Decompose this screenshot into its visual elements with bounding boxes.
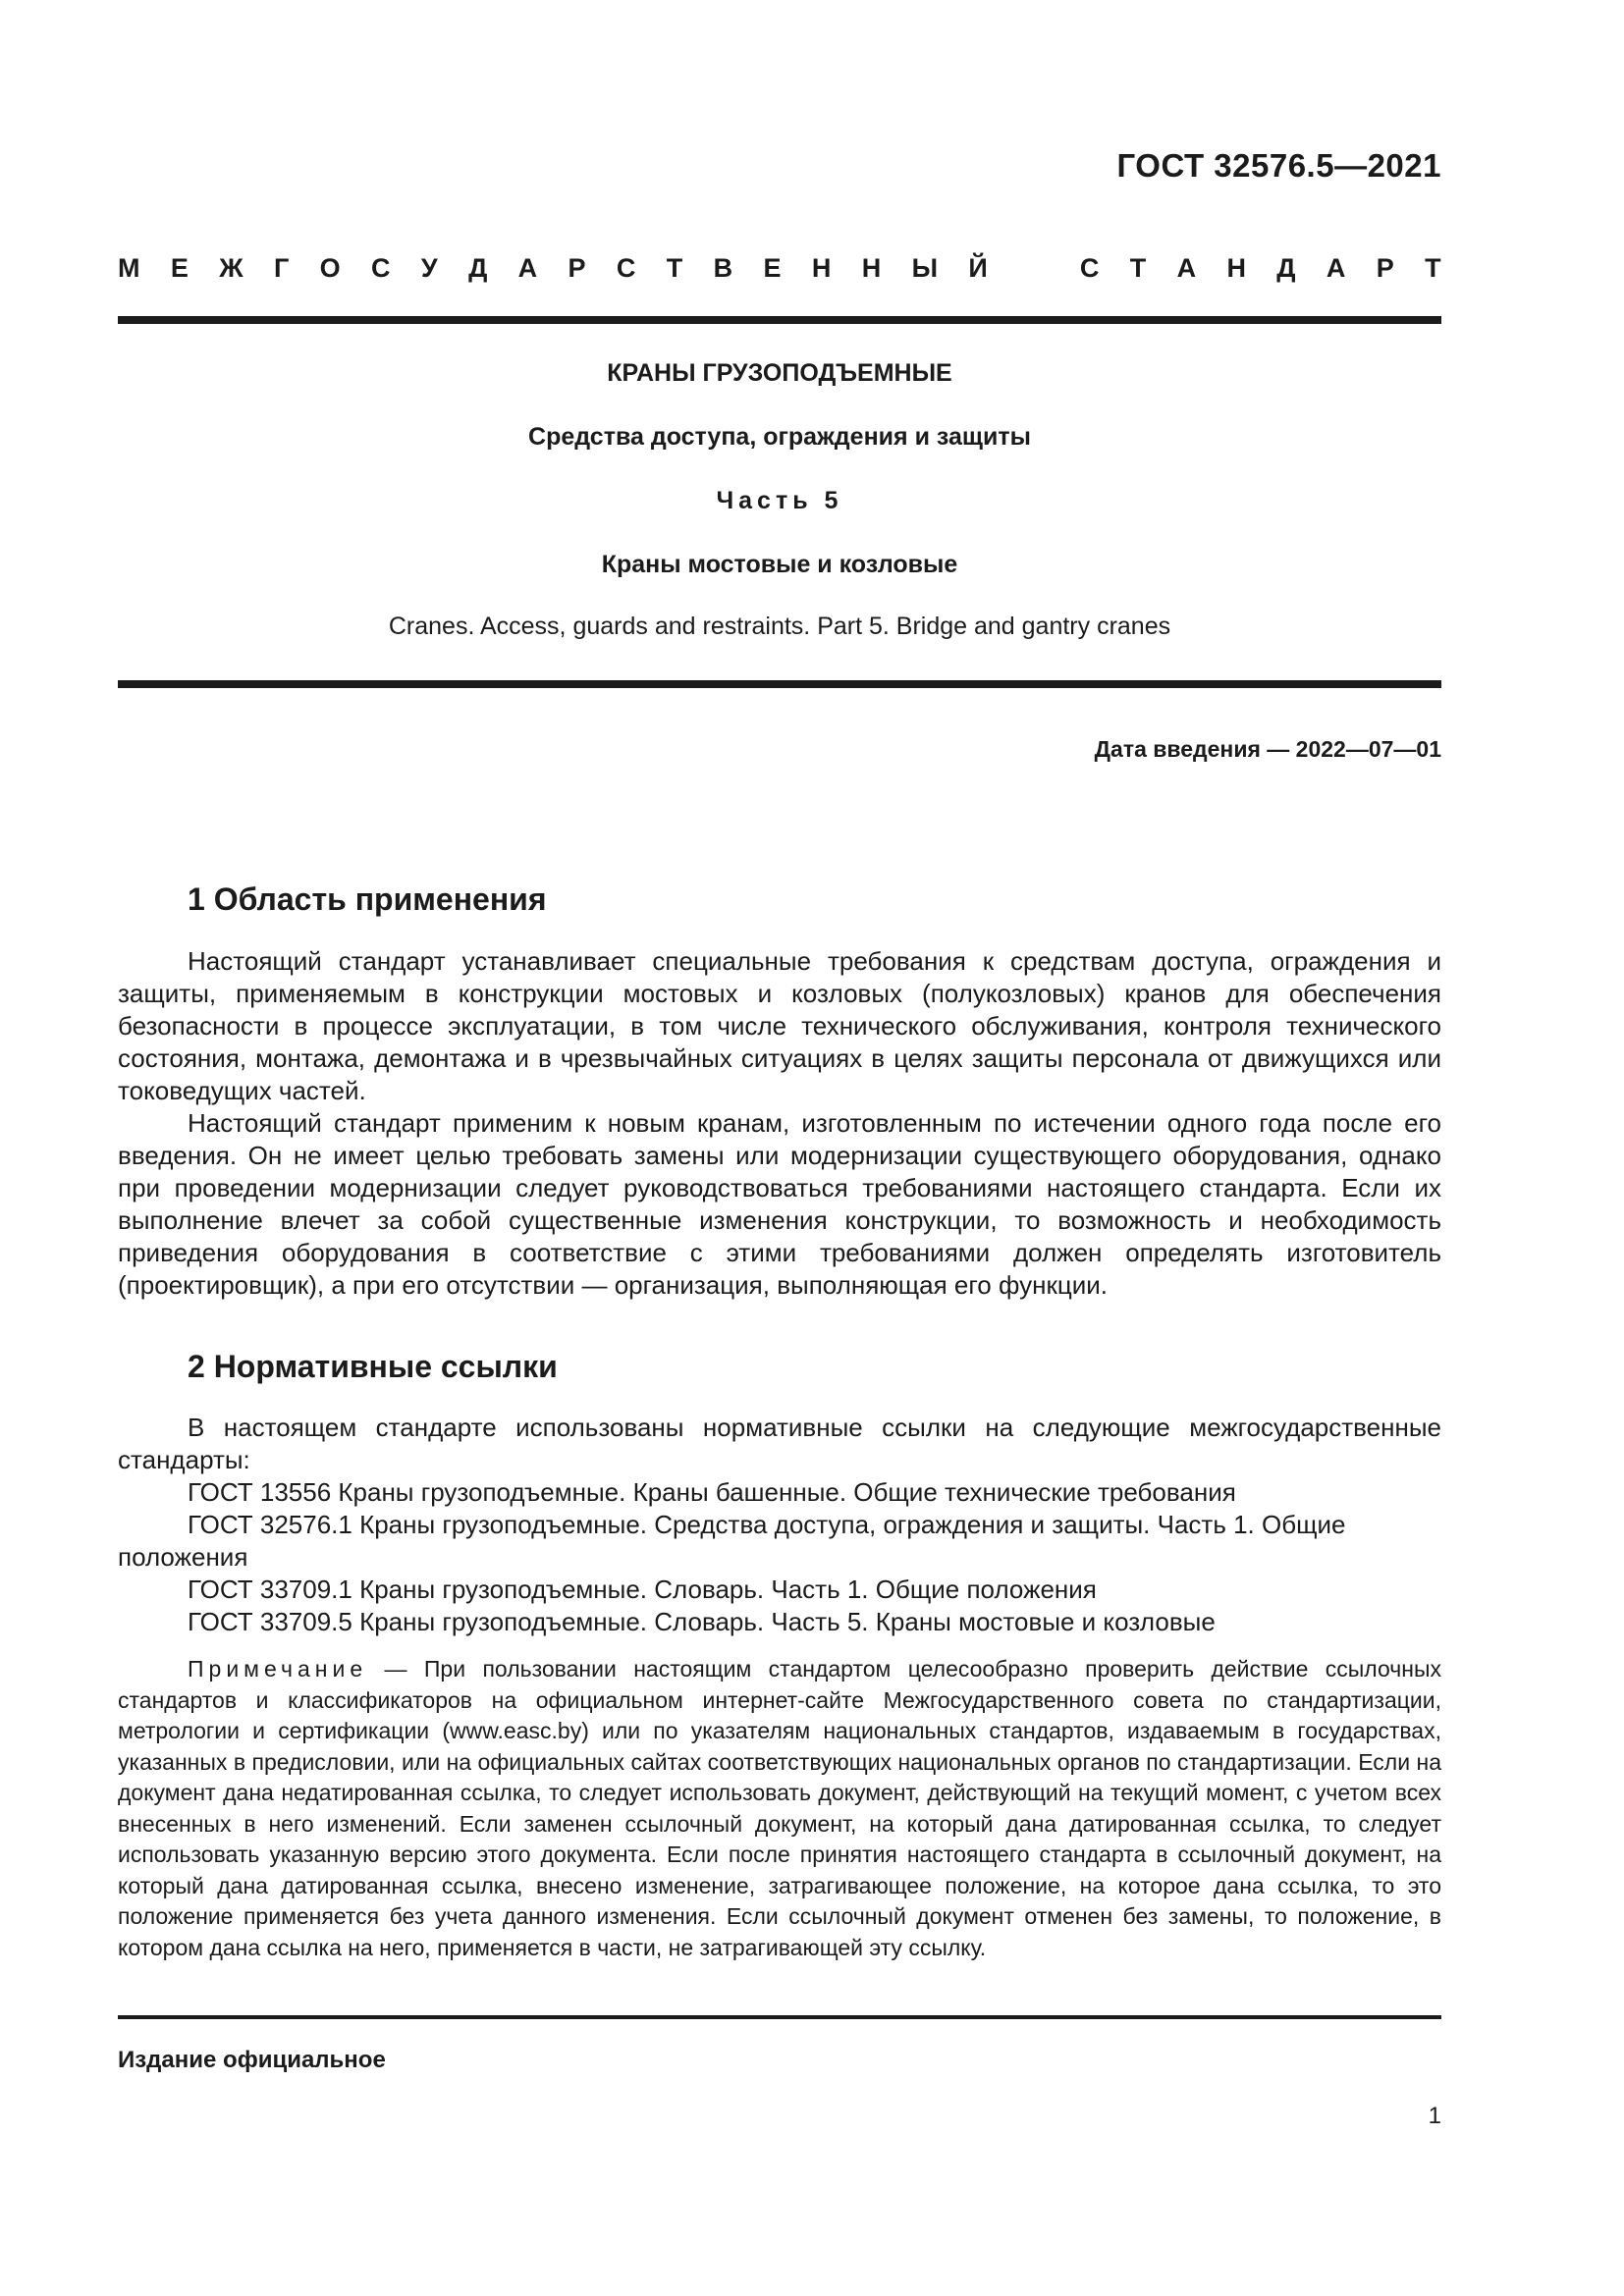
section-heading-references: 2 Нормативные ссылки bbox=[188, 1349, 558, 1384]
reference-item: ГОСТ 33709.5 Краны грузоподъемные. Словарь. Часть 5. Краны мостовые и козловые bbox=[188, 1607, 1216, 1636]
letter: С bbox=[1079, 253, 1100, 283]
letter: В bbox=[713, 253, 733, 283]
footer-divider bbox=[118, 2015, 1441, 2019]
document-title: КРАНЫ ГРУЗОПОДЪЕМНЫЕ bbox=[607, 359, 952, 387]
letter: С bbox=[616, 253, 636, 283]
reference-item: ГОСТ 13556 Краны грузоподъемные. Краны башенные. Общие технические требования bbox=[188, 1477, 1236, 1507]
letter: У bbox=[420, 253, 438, 283]
letter: А bbox=[1326, 253, 1346, 283]
letter: Н bbox=[861, 253, 882, 283]
letter: Р bbox=[1376, 253, 1394, 283]
note-text: — При пользовании настоящим стандартом целесообразно проверить действие ссылочных стандартов и классификаторов на официальном интернет-сайте Межгосударственного совета по стандартизации, метрологии и сертификации (www.easc.by) или по указателям национальных стандартов, издаваемым в государствах, указанных в предисловии, или на официальных сайтах соответствующих национальных органов по стандартизации. Если на документ дана недатированная ссылка, то следует использовать документ, действующий на текущий момент, с учетом всех внесенных в него изменений. Если заменен ссылочный документ, на который дана датированная ссылка, то следует использовать указанную версию этого документа. Если после принятия настоящего стандарта в ссылочный документ, на который дана датированная ссылка, внесено изменение, затрагивающее положение, на которое дана ссылка, то это положение применяется без учета данного изменения. Если ссылочный документ отменен без замены, то положение, в котором дана ссылка на него, применяется в части, не затрагивающей эту ссылку. bbox=[118, 1656, 1441, 1960]
letter: Т bbox=[1425, 253, 1441, 283]
letter: Ы bbox=[911, 253, 939, 283]
letter: А bbox=[1176, 253, 1197, 283]
introduction-date: Дата введения — 2022—07—01 bbox=[1094, 736, 1441, 762]
title-divider bbox=[118, 680, 1441, 688]
letter: Й bbox=[968, 253, 988, 283]
paragraph: В настоящем стандарте использованы нормативные ссылки на следующие межгосударственные стандарты: bbox=[118, 1413, 1441, 1474]
letter: С bbox=[371, 253, 391, 283]
letter: Г bbox=[274, 253, 290, 283]
letter: Д bbox=[468, 253, 488, 283]
document-part: Часть 5 bbox=[716, 487, 843, 514]
letter: Н bbox=[1226, 253, 1246, 283]
english-title: Cranes. Access, guards and restraints. Part 5. Bridge and gantry cranes bbox=[388, 613, 1171, 640]
reference-item: ГОСТ 33709.1 Краны грузоподъемные. Словарь. Часть 1. Общие положения bbox=[188, 1575, 1097, 1604]
letter: Т bbox=[666, 253, 683, 283]
letter: Р bbox=[568, 253, 586, 283]
letter: Е bbox=[170, 253, 189, 283]
paragraph: Настоящий стандарт применим к новым кранам, изготовленным по истечении одного года после его введения. Он не имеет целью требовать замены или модернизации существующего оборудования, однако при проведении модернизации следует руководствоваться требованиями настоящего стандарта. Если их выполнение влечет за собой существенные изменения конструкции, то возможность и необходимость приведения оборудования в соответствие с этими требованиями должен определять изготовитель (проектировщик), а при его отсутствии — организация, выполняющая его функции. bbox=[118, 1108, 1441, 1300]
letter: О bbox=[319, 253, 341, 283]
letter: А bbox=[517, 253, 538, 283]
section-scope-body bbox=[118, 945, 1441, 1302]
page-number: 1 bbox=[1428, 2103, 1441, 2129]
note-label: Примечание bbox=[188, 1656, 368, 1682]
official-edition-label: Издание официальное bbox=[118, 2047, 386, 2073]
letter: М bbox=[118, 253, 140, 283]
section-references-body bbox=[118, 1412, 1441, 1638]
letter: Д bbox=[1276, 253, 1296, 283]
letter: Ж bbox=[219, 253, 244, 283]
references-note bbox=[118, 1654, 1441, 1963]
letter: Е bbox=[763, 253, 782, 283]
letter: Н bbox=[811, 253, 832, 283]
paragraph: Настоящий стандарт устанавливает специальные требования к средствам доступа, ограждения и защиты, применяемым в конструкции мостовых и козловых (полукозловых) кранов для обеспечения безопасности в процессе эксплуатации, в том числе технического обслуживания, контроля технического состояния, монтажа, демонтажа и в чрезвычайных ситуациях в целях защиты персонала от движущихся или токоведущих частей. bbox=[118, 946, 1441, 1105]
section-heading-scope: 1 Область применения bbox=[188, 881, 547, 917]
reference-item: ГОСТ 32576.1 Краны грузоподъемные. Средства доступа, ограждения и защиты. Часть 1. Общие положения bbox=[118, 1510, 1346, 1572]
document-part-title: Краны мостовые и козловые bbox=[601, 551, 958, 578]
standard-designation: ГОСТ 32576.5—2021 bbox=[1116, 147, 1441, 184]
document-subtitle: Средства доступа, ограждения и защиты bbox=[528, 423, 1031, 451]
standard-type-heading bbox=[118, 253, 1441, 284]
header-divider bbox=[118, 316, 1441, 324]
letter: Т bbox=[1129, 253, 1147, 283]
